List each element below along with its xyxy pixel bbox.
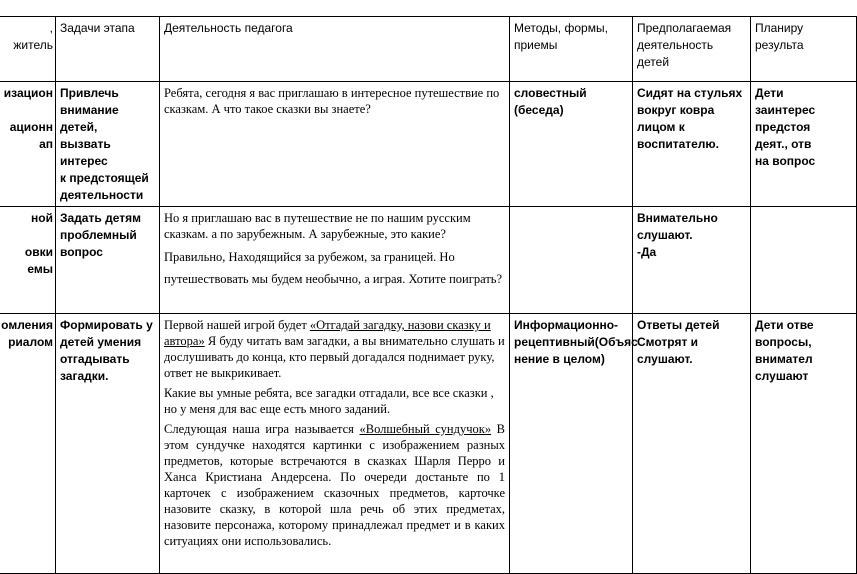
header-methods: Методы, формы, приемы bbox=[510, 17, 633, 82]
table-header-row bbox=[0, 17, 857, 82]
table-row bbox=[0, 207, 857, 314]
methods-cell: Информационно- рецептивный(Объяс нение в целом) bbox=[510, 314, 633, 574]
methods-cell: словестный (беседа) bbox=[510, 82, 633, 207]
teacher-cell bbox=[160, 207, 510, 314]
table-row bbox=[0, 82, 857, 207]
teacher-cell bbox=[160, 82, 510, 207]
lesson-plan-table bbox=[0, 16, 857, 574]
teacher-praise-text: Какие вы умные ребята, все загадки отгадали, все все сказки , но у меня для вас еще есть много заданий. bbox=[164, 386, 494, 416]
results-cell: Дети заинтерес предстоя деят., отв на вопрос bbox=[751, 82, 857, 207]
header-results: Планиру результа bbox=[751, 17, 857, 82]
children-cell: Сидят на стульях вокруг ковра лицом к воспитателю. bbox=[633, 82, 751, 207]
header-children: Предполагаемая деятельность детей bbox=[633, 17, 751, 82]
tasks-cell: Задать детям проблемный вопрос bbox=[56, 207, 160, 314]
methods-cell bbox=[510, 207, 633, 314]
teacher-game1-text: Первой нашей игрой будет «Отгадай загадку, назови сказку и автора» Я буду читать вам загадки, а вы внимательно слушать и дослушивать до конца, кто первый догадался поднимает руку, ответ не выкрикивает. bbox=[164, 318, 505, 380]
results-cell: Дети отве вопросы, внимател слушают bbox=[751, 314, 857, 574]
children-cell: Внимательно слушают. -Да bbox=[633, 207, 751, 314]
header-tasks: Задачи этапа bbox=[56, 17, 160, 82]
teacher-game2-text: Следующая наша игра называется «Волшебный сундучок» В этом сундучке находятся картинки с изображением разных предметов, которые встречаются в сказках Шарля Перро и Ханса Кристиана Андерсена. По очереди достаньте по 1 карточек с изображением сказочных предметов, карточке назовите сказку, в которой шла речь об этих предметах, назовите персонажа, которому принадлежал предмет и в каких ситуациях они использовались. bbox=[164, 422, 505, 548]
teacher-text: Ребята, сегодня я вас приглашаю в интересное путешествие по сказкам. А что такое сказки вы знаете? bbox=[164, 86, 500, 116]
game1-title: «Отгадай загадку, назови сказку и автора» bbox=[164, 318, 491, 348]
results-cell bbox=[751, 207, 857, 314]
stage-cell: омления риалом bbox=[0, 314, 56, 574]
tasks-cell: Формировать у детей умения отгадывать загадки. bbox=[56, 314, 160, 574]
teacher-text: Но я приглашаю вас в путешествие не по нашим русским сказкам. а по зарубежным. А зарубежные, это какие? bbox=[164, 211, 471, 241]
tasks-cell: Привлечь внимание детей, вызвать интерес к предстоящей деятельности bbox=[56, 82, 160, 207]
teacher-text: Правильно, Находящийся за рубежом, за границей. Но путешествовать мы будем необычно, а играя. Хотите поиграть? bbox=[164, 250, 503, 286]
stage-cell: ной овки емы bbox=[0, 207, 56, 314]
header-stage: , житель bbox=[0, 17, 56, 82]
stage-cell: изацион ационн ап bbox=[0, 82, 56, 207]
teacher-cell bbox=[160, 314, 510, 574]
children-cell: Ответы детей Смотрят и слушают. bbox=[633, 314, 751, 574]
table-row bbox=[0, 314, 857, 574]
header-teacher: Деятельность педагога bbox=[160, 17, 510, 82]
game2-title: «Волшебный сундучок» bbox=[359, 422, 492, 436]
